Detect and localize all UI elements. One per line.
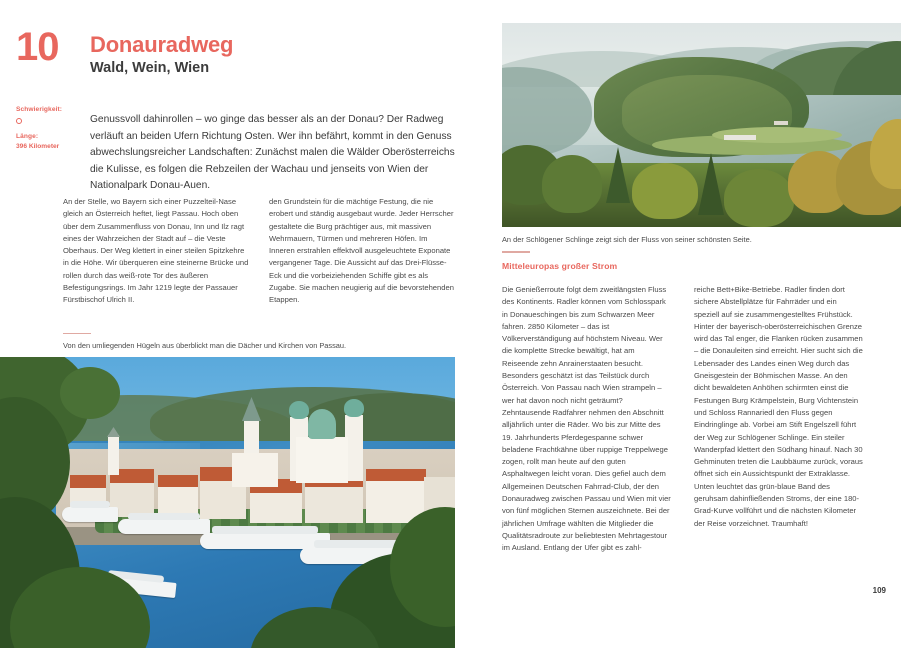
left-photo-caption-block [63, 333, 455, 352]
village [774, 121, 788, 125]
cathedral-nave [296, 437, 348, 483]
cruise-ship [62, 507, 118, 522]
tour-number: 10 [16, 25, 59, 69]
cruise-ship [118, 519, 210, 534]
ship-superstructure [70, 501, 110, 508]
body-text: Die Genießerroute folgt dem zweitlängsten Fluss des Kontinents. Radler können vom Schlosspark in Donaueschingen bis zum Schwarzen Meer fahren. 2850 Kilometer – das ist Völkerverständigung auf höchstem Niveau. Wer die komplette Strecke bewältigt, hat am Reiseende zehn Anrainerstaaten besucht. Besonders geschätzt ist das Teilstück durch Österreich. Von Passau nach Wien strampeln – wer hat davon noch nicht geträumt? Zehntausende Radfahrer nehmen den Abschnitt alljährlich unter die Räder. Wo bis zur Mitte des 19. Jahrhunderts Pferdegespanne schwer beladene Frachtkähne über ruppige Treppelwege zogen, rollt man heute auf den guten Asphaltwegen leicht voran. Dies gefiel auch dem Allgemeinen Deutschen Fahrrad-Club, der den Donauradweg zwischen Passau und Wien mit vier von fünf möglichen Sternen auszeichnete. Bei der jährlichen Umfrage wählten die Mitglieder die Qualitätsradroute zur beliebtesten Mehrtagestour im Ausland. Entlang der Ufer gibt es zahl- [502, 285, 671, 553]
cathedral-dome-right [344, 399, 364, 417]
building [250, 493, 302, 523]
page-number: 109 [872, 586, 886, 595]
left-body-columns [63, 196, 455, 307]
foliage [60, 367, 120, 419]
body-column-1 [502, 284, 672, 555]
section-heading: Mitteleuropas großer Strom [502, 261, 618, 271]
church-nave [232, 453, 278, 487]
photo-caption: An der Schlögener Schlinge zeigt sich der Fluss von seiner schönsten Seite. [502, 235, 752, 244]
difficulty-label: Schwierigkeit: [16, 106, 63, 113]
circle-icon [16, 118, 22, 124]
building [305, 487, 363, 523]
ship-superstructure [212, 526, 318, 534]
tree [542, 155, 602, 213]
body-text: An der Stelle, wo Bayern sich einer Puzzelteil-Nase gleich an Österreich heftet, liegt Passau. Hoch oben über dem Zusammenfluss von Donau, Inn und Ilz ragt eines der Wahrzeichen der Stadt auf – die Veste Oberhaus. Der Weg klettert in einer steilen Spitzkehre in die Höhe. Wir überqueren eine steinerne Brücke und rollen durch das weiß-rote Tor des äußeren Befestigungsrings. Im Jahr 1219 legte der Passauer Fürstbischof Ulrich II. [63, 197, 249, 305]
photo-caption: Von den umliegenden Hügeln aus überblickt man die Dächer und Kirchen von Passau. [63, 341, 347, 351]
page-title: Donauradweg [90, 32, 234, 57]
right-photo-caption-block [502, 234, 901, 259]
intro-paragraph: Genussvoll dahinrollen – wo ginge das besser als an der Donau? Der Radweg verläuft an beiden Ufern Richtung Osten. Wer ihn befährt, kommt in den Genuss abwechslungsreicher Landschaften: Zunächst malen die Wälder Oberösterreichs die Kulisse, es folgen die Rebzeilen der Wachau und jenseits von Wien der Nationalpark Donau-Auen. [90, 114, 455, 192]
difficulty-rating [16, 118, 86, 124]
passau-photo [0, 357, 455, 648]
cathedral-dome-left [289, 401, 309, 419]
length-value: 396 Kilometer [16, 143, 60, 151]
title-block [90, 33, 233, 78]
roof [366, 469, 426, 481]
cathedral-main-dome [308, 409, 336, 439]
length-label: Länge: [16, 132, 39, 140]
body-column-2 [694, 284, 864, 555]
body-column-2 [269, 196, 455, 307]
roof [158, 475, 198, 487]
schloegener-schlinge-photo [502, 23, 901, 227]
page-subtitle: Wald, Wein, Wien [90, 60, 210, 77]
tree-autumn [632, 163, 698, 219]
facts-sidebar [16, 106, 86, 152]
right-body-columns [502, 284, 901, 555]
church-tower [108, 435, 119, 475]
village [724, 135, 756, 140]
roof [70, 475, 106, 488]
body-column-1 [63, 196, 249, 307]
tree [724, 169, 794, 227]
body-text: reiche Bett+Bike-Betriebe. Radler finden dort sichere Abstellplätze für Fahrräder und ein speziell auf sie zusammengestelltes Frühstück. Hinter der bayerisch-oberösterreichischen Grenze wird das Tal enger, die Flanken rücken zusammen – die Donauleiten sind erreicht. Hier sucht sich die Lebensader des Landes einen Weg durch das Gneisgestein der Böhmischen Masse. An den dicht bewaldeten Anhöhen schirmten einst die Festungen Burg Krämpelstein, Burg Vichtenstein und Schloss Rannariedl den Fluss gegen Eindringlinge ab. Vorbei am Stift Engelszell führt der Weg zur Schlögener Schlinge. Ein steiler Wanderpfad klettert den Südhang hinauf. Nach 30 Gehminuten treten die Laubbäume zurück, voraus öffnet sich ein Aussichtspunkt der Extraklasse. Unten leuchtet das grün-blaue Band des geruhsam dahinfließenden Stroms, der eine 180-Grad-Kurve vollführt und die nächsten Kilometer der Reise vorzeichnet. Traumhaft! [694, 285, 863, 528]
caption-rule [63, 333, 91, 334]
caption-rule [502, 251, 530, 252]
ship-superstructure [128, 513, 200, 520]
body-text: den Grundstein für die mächtige Festung, die nie erobert und ständig ausgebaut wurde. Jeder Herrscher gestaltete die Burg prächtiger aus, mit massiven Wehrmauern, Türmen und mehreren Höfen. Im Inneren erstrahlen effektvoll ausgeleuchtete Exponate vergangener Tage. Die Aussicht auf das Drei-Flüsse-Eck und die vorbeiziehenden Schiffe gibt es als Zugabe. Sie machen neugierig auf die bevorstehenden Etappen. [269, 197, 454, 305]
